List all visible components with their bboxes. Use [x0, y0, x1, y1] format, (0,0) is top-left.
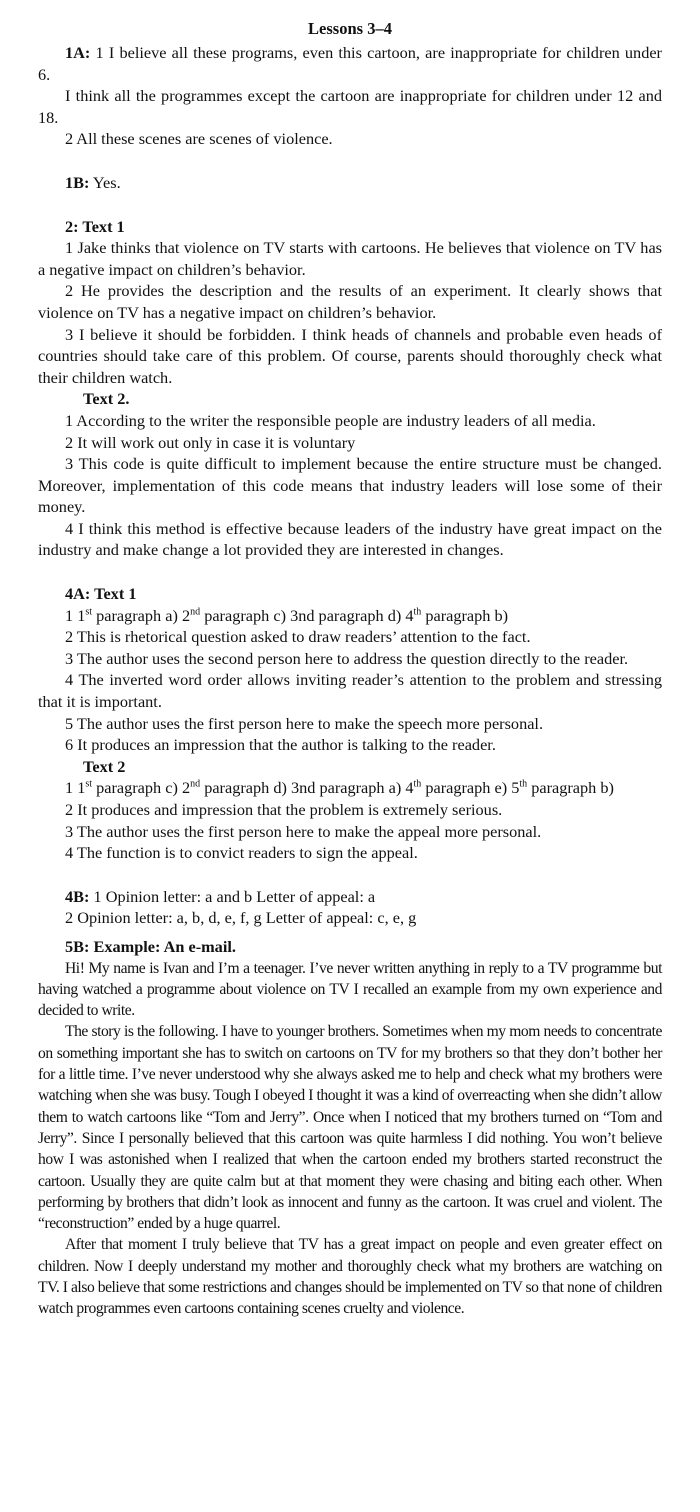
section-4a-text1-item5: 5 The author uses the first person here to make the speech more personal. [65, 713, 544, 733]
section-4b-label: 4B: [65, 886, 90, 906]
section-2-text2-item4: 4 I think this method is effective because leaders of the industry have great impact on the industry and make change a lot provided they are interested in changes. [38, 518, 662, 560]
section-4a-text2-item3: 3 The author uses the first person here to make the appeal more personal. [65, 821, 542, 841]
section-4a-text1-item4: 4 The inverted word order allows inviting reader’s attention to the problem and stressing that it is important. [38, 670, 662, 712]
section-4a-text2-item1: 1 1st paragraph c) 2nd paragraph d) 3nd paragraph a) 4th paragraph e) 5th paragraph b) [65, 778, 614, 798]
answer-1a-line1 [38, 42, 662, 85]
section-4a-text2-item2: 2 It produces and impression that the problem is extremely serious. [65, 800, 503, 819]
answer-1a-text1: 1 I believe all these programs, even this cartoon, are inappropriate for children under 6. [38, 43, 662, 84]
section-4b-text1: 1 Opinion letter: a and b Letter of appeal: a [93, 886, 376, 906]
example-email [38, 958, 662, 1320]
section-2-text1-item1: 1 Jake thinks that violence on TV starts with cartoons. He believes that violence on TV has a negative impact on children’s behavior. [38, 238, 662, 279]
section-2-text1-item3: 3 I believe it should be forbidden. I think heads of channels and probable even heads of countries should take care of this problem. Of course, parents should thoroughly check what their children watch. [38, 324, 662, 387]
section-4a-text2-item4: 4 The function is to convict readers to sign the appeal. [65, 843, 418, 863]
section-4b-text2: 2 Opinion letter: a, b, d, e, f, g Letter of appeal: c, e, g [65, 908, 417, 928]
section-4a-text1-item6: 6 It produces an impression that the author is talking to the reader. [65, 735, 496, 755]
section-4b-line1 [38, 886, 662, 908]
email-paragraph-3: After that moment I truly believe that TV has a great impact on people and even greater effect on children. Now I deeply understand my mother and thoroughly check what my brothers are watching on TV. I also believe that some restrictions and changes should be implemented on TV so that none of children watch programmes even cartoons containing scenes cruelty and violence. [38, 1236, 662, 1318]
section-2-text2-item2: 2 It will work out only in case it is voluntary [65, 432, 356, 452]
page-title: Lessons 3–4 [308, 19, 392, 38]
answer-1a-text2: I think all the programmes except the cartoon are inappropriate for children under 12 and 18. [38, 86, 662, 127]
email-paragraph-2: The story is the following. I have to younger brothers. Sometimes when my mom needs to concentrate on something important she has to switch on cartoons on TV for my brothers so that they don’t bother her for a little time. I’ve never understood why she always asked me to help and check what my brothers were watching when she was busy. Tough I obeyed I thought it was a kind of overreacting when she didn’t allow them to watch cartoons like “Tom and Jerry”. Once when I noticed that my brothers turned on “Tom and Jerry”. Since I personally believed that this cartoon was quite harmless I did nothing. You won’t believe how I was astonished when I realized that when the cartoon ended my brothers started reconstruct the cartoon. Usually they are quite calm but at that moment they were chasing and biting each other. When performing by brothers that didn’t look as innocent and funny as the cartoon. It was cruel and violent. The “reconstruction” ended by a huge quarrel. [38, 1023, 662, 1233]
section-5b-heading: 5B: Example: An e-mail. [65, 936, 236, 956]
section-4a-text1-item3: 3 The author uses the second person here to address the question directly to the reader. [65, 648, 629, 668]
answer-1b-text: Yes. [92, 172, 121, 192]
section-2-heading: 2: Text 1 [65, 216, 125, 236]
answer-1a-label: 1A: [65, 43, 91, 62]
section-4a-text1-item1: 1 1st paragraph a) 2nd paragraph c) 3nd paragraph d) 4th paragraph b) [65, 605, 509, 625]
answer-1a-text3: 2 All these scenes are scenes of violence. [65, 129, 333, 149]
section-4a-heading: 4A: Text 1 [65, 584, 137, 604]
section-2-text2-item1: 1 According to the writer the responsible people are industry leaders of all media. [65, 410, 596, 430]
answer-1b-label: 1B: [65, 172, 90, 192]
section-2-text1-item2: 2 He provides the description and the results of an experiment. It clearly shows that violence on TV has a negative impact on children’s behavior. [38, 281, 662, 322]
section-4a-text1-item2: 2 This is rhetorical question asked to draw readers’ attention to the fact. [65, 627, 531, 647]
answer-1b [38, 172, 662, 194]
section-2-text2-item3: 3 This code is quite difficult to implement because the entire structure must be changed. Moreover, implementation of this code means that industry leaders will lose some of their money. [38, 454, 662, 517]
section-4a-text2-heading: Text 2 [83, 756, 126, 776]
email-paragraph-1: Hi! My name is Ivan and I’m a teenager. I’ve never written anything in reply to a TV programme but having watched a programme about violence on TV I recalled an example from my own experience and decided to write. [38, 959, 662, 1020]
section-2-text2-heading: Text 2. [83, 389, 130, 409]
